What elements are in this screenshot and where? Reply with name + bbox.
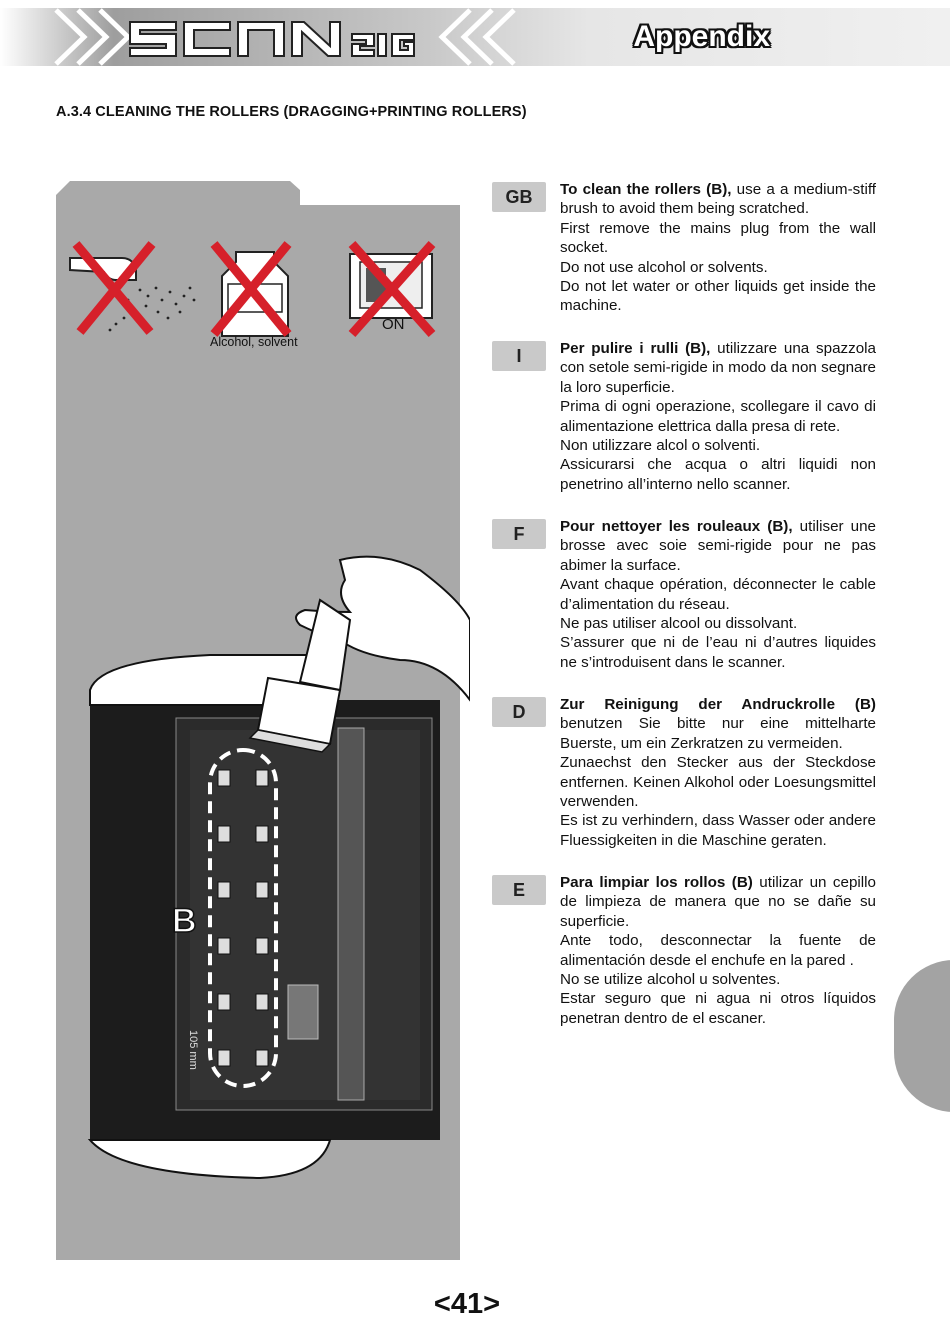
lang-line: Do not use alcohol or solvents.	[560, 258, 768, 276]
lang-line: Do not let water or other liquids get inside the machine.	[560, 278, 876, 315]
cleaning-illustration	[0, 0, 470, 1260]
lang-text-gb	[560, 180, 876, 316]
lang-lead-f: Pour nettoyer les rouleaux (B),	[560, 518, 793, 535]
roller-marker-b: B	[172, 902, 197, 940]
lang-line: Estar seguro que ni agua ni otros líquidos penetran dentro de el escaner.	[560, 990, 876, 1027]
lang-text-i	[560, 339, 876, 494]
lang-text-e	[560, 873, 876, 1028]
lang-line: utilizar un cepillo de limpieza de manera que no se dañe su superficie.	[560, 874, 876, 930]
warning-label-on: ON	[382, 316, 405, 333]
section-label: Appendix	[633, 20, 770, 53]
lang-line: Assicurarsi che acqua o altri liquidi non penetrino all’interno nello scanner.	[560, 456, 876, 493]
page-number: <41>	[433, 1288, 501, 1320]
lang-lead-e: Para limpiar los rollos (B)	[560, 874, 753, 891]
lang-text-f	[560, 517, 876, 672]
lang-tag-f: F	[492, 519, 546, 549]
bottle-icon	[214, 244, 288, 336]
lang-lead-gb: To clean the rollers (B),	[560, 181, 732, 198]
lang-line: Zunaechst den Stecker aus der Steckdose entfernen. Keinen Alkohol oder Loesungsmittel verwenden.	[560, 754, 876, 811]
section-title: A.3.4 CLEANING THE ROLLERS (DRAGGING+PRINTING ROLLERS)	[56, 104, 527, 120]
lang-tag-d: D	[492, 697, 546, 727]
lang-tag-gb: GB	[492, 182, 546, 212]
lang-line: use a a medium-stiff brush to avoid them being scratched.	[560, 181, 876, 218]
lang-block-e	[492, 873, 882, 1033]
size-label: 105 mm	[187, 1030, 199, 1070]
lang-block-i	[492, 339, 882, 499]
lang-block-f	[492, 517, 882, 677]
lang-lead-d: Zur Reinigung der Andruckrolle (B)	[560, 696, 876, 713]
warning-label-alcohol: Alcohol, solvent	[210, 335, 298, 349]
lang-line: Ante todo, desconnectar la fuente de alimentación desde el enchufe en la pared .	[560, 932, 876, 969]
lang-line: Es ist zu verhindern, dass Wasser oder andere Fluessigkeiten in die Maschine geraten.	[560, 812, 876, 849]
lang-line: Prima di ogni operazione, scollegare il cavo di alimentazione elettrica dalla presa di rete.	[560, 398, 876, 435]
lang-line: Non utilizzare alcol o solventi.	[560, 437, 761, 455]
lang-line: S’assurer que ni de l’eau ni d’autres liquides ne s’introduisent dans le scanner.	[560, 634, 876, 671]
lang-tag-e: E	[492, 875, 546, 905]
side-tab	[894, 960, 950, 1112]
lang-line: utiliser une brosse avec soie semi-rigide pour ne pas abimer la surface.	[560, 518, 876, 574]
lang-line: Avant chaque opération, déconnecter le cable d’alimentation du réseau.	[560, 576, 876, 613]
illustration-panel	[0, 0, 470, 1265]
lang-line: Ne pas utiliser alcool ou dissolvant.	[560, 615, 798, 633]
lang-text-d	[560, 695, 876, 850]
lang-block-d	[492, 695, 882, 855]
lang-lead-i: Per pulire i rulli (B),	[560, 340, 711, 357]
lang-line: First remove the mains plug from the wall socket.	[560, 219, 876, 257]
lang-line: No se utilize alcohol u solventes.	[560, 971, 781, 989]
lang-tag-i: I	[492, 341, 546, 371]
lang-block-gb	[492, 180, 882, 320]
lang-line: utilizzare una spazzola con setole semi-rigide in modo da non segnare la loro superficie.	[560, 340, 876, 396]
lang-line: benutzen Sie bitte nur eine mittelharte Buerste, um ein Zerkratzen zu vermeiden.	[560, 715, 876, 752]
